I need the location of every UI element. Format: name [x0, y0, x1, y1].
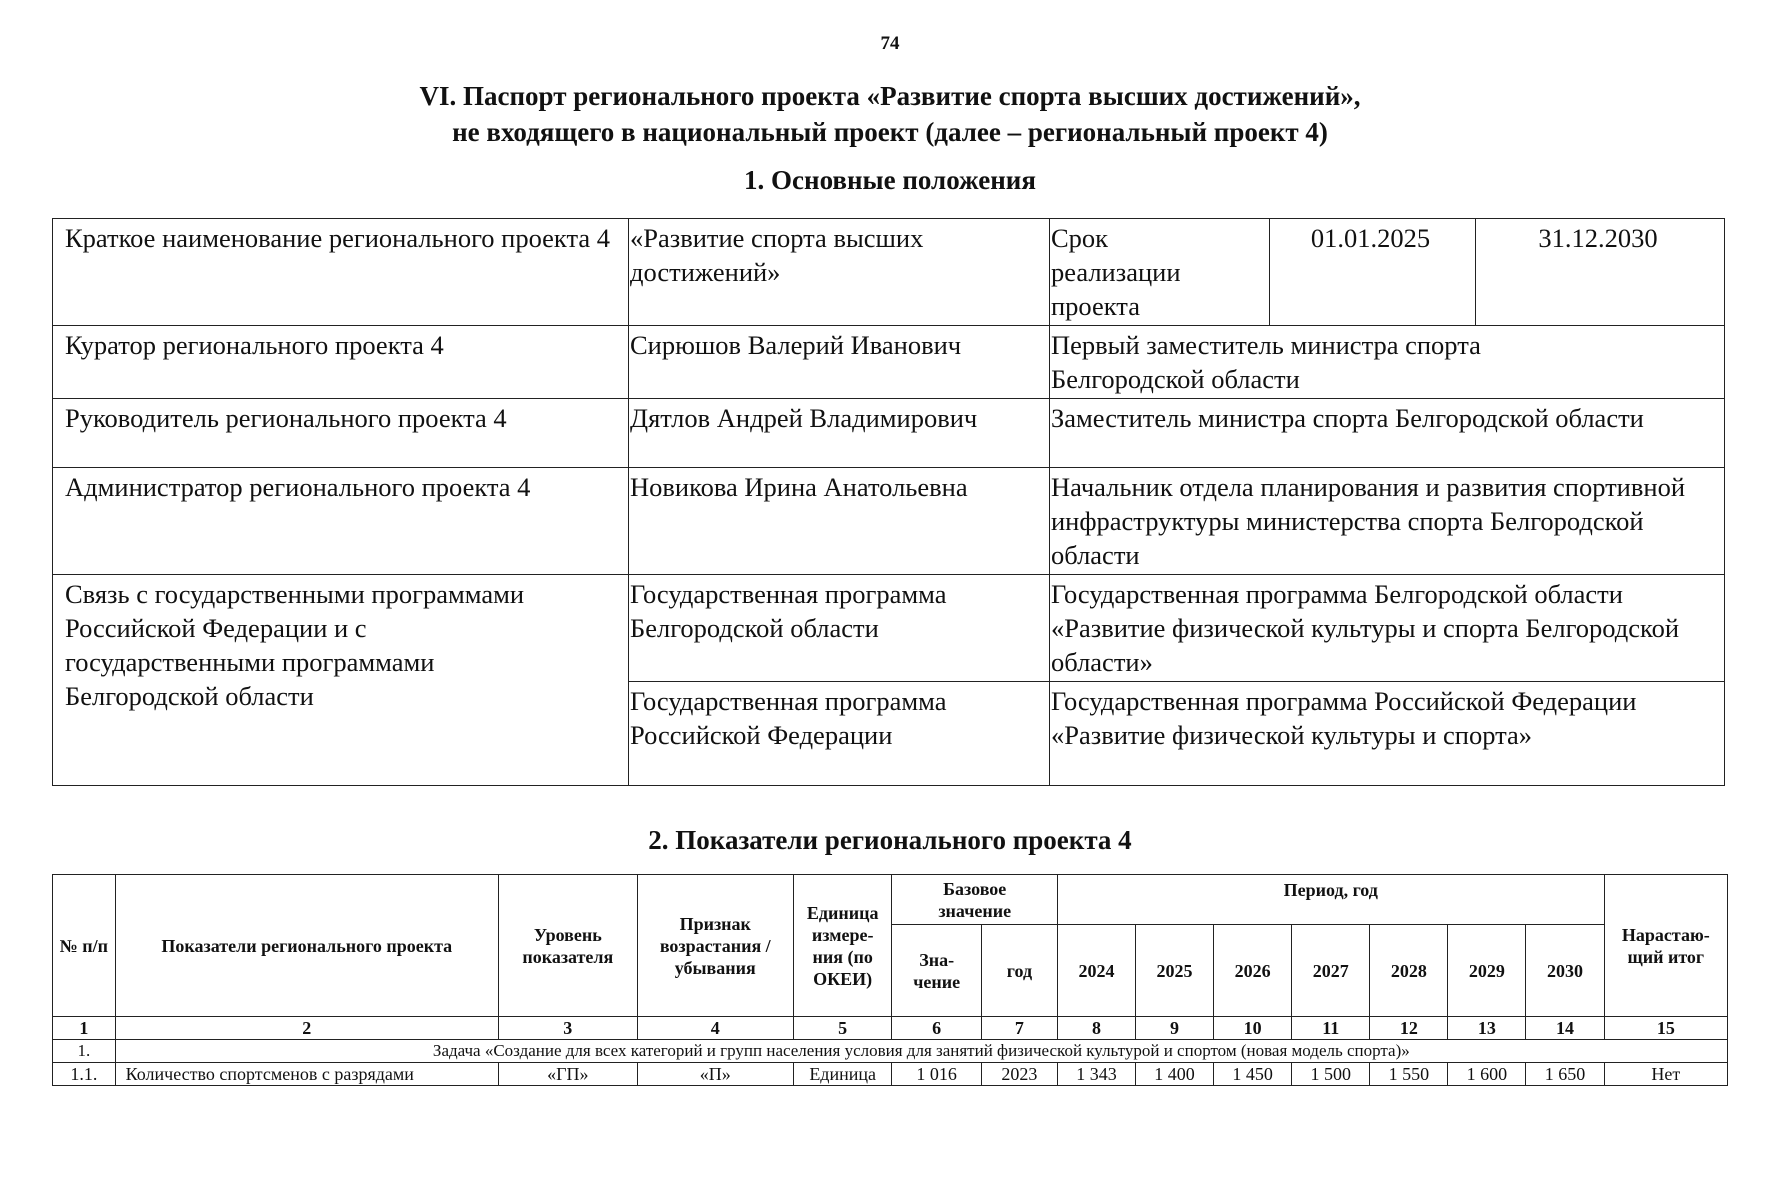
document-title: [0, 78, 1780, 150]
column-number: 9: [1136, 1017, 1214, 1040]
term-label: Срок реализации проекта: [1050, 219, 1270, 326]
column-number: 12: [1370, 1017, 1448, 1040]
row-value-2025: 1 400: [1136, 1063, 1214, 1086]
column-number: 2: [115, 1017, 498, 1040]
column-number: 8: [1057, 1017, 1135, 1040]
column-numbers-row: [53, 1017, 1728, 1040]
short-name-value: «Развитие спорта высших достижений»: [629, 219, 1050, 326]
table-row: [53, 1063, 1728, 1086]
head-position: Заместитель министра спорта Белгородской области: [1050, 399, 1725, 468]
column-number: 3: [498, 1017, 637, 1040]
link-label: Связь с государственными программами Российской Федерации и с государственными программами Белгородской области: [53, 575, 629, 786]
row-cumulative: Нет: [1604, 1063, 1727, 1086]
section-2-heading: 2. Показатели регионального проекта 4: [648, 825, 1132, 855]
header-base: Базовое значение: [892, 875, 1057, 925]
header-year: 2024: [1057, 925, 1135, 1017]
short-name-label: Краткое наименование регионального проекта 4: [53, 219, 629, 326]
title-line-1: VI. Паспорт регионального проекта «Развитие спорта высших достижений»,: [419, 81, 1361, 111]
short-name-row: [53, 219, 1725, 326]
task-row: [53, 1040, 1728, 1063]
header-level: Уровень показателя: [498, 875, 637, 1017]
header-num: № п/п: [53, 875, 116, 1017]
column-number: 4: [637, 1017, 793, 1040]
column-number: 6: [892, 1017, 981, 1040]
header-year: 2027: [1292, 925, 1370, 1017]
end-date: 31.12.2030: [1476, 219, 1725, 326]
row-value-2024: 1 343: [1057, 1063, 1135, 1086]
header-base-year: год: [981, 925, 1057, 1017]
column-number: 7: [981, 1017, 1057, 1040]
row-base-year: 2023: [981, 1063, 1057, 1086]
row-value-2027: 1 500: [1292, 1063, 1370, 1086]
row-indicator: Количество спортсменов с разрядами: [115, 1063, 498, 1086]
section-1-heading: 1. Основные положения: [744, 165, 1036, 195]
head-label: Руководитель регионального проекта 4: [53, 399, 629, 468]
start-date: 01.01.2025: [1270, 219, 1476, 326]
row-value-2029: 1 600: [1448, 1063, 1526, 1086]
curator-row: [53, 326, 1725, 399]
column-number: 14: [1526, 1017, 1604, 1040]
column-number: 13: [1448, 1017, 1526, 1040]
page-number: 74: [880, 33, 900, 54]
head-row: [53, 399, 1725, 468]
curator-position: Первый заместитель министра спорта Белгородской области: [1050, 326, 1725, 399]
row-base-value: 1 016: [892, 1063, 981, 1086]
header-year: 2030: [1526, 925, 1604, 1017]
row-value-2028: 1 550: [1370, 1063, 1448, 1086]
admin-name: Новикова Ирина Анатольевна: [629, 468, 1050, 575]
program-1-name: Государственная программа Белгородской области «Развитие физической культуры и спорта Белгородской области»: [1050, 575, 1725, 682]
title-line-2: не входящего в национальный проект (далее – региональный проект 4): [452, 117, 1328, 147]
header-period: Период, год: [1057, 875, 1604, 925]
header-row-1: [53, 875, 1728, 925]
row-value-2030: 1 650: [1526, 1063, 1604, 1086]
header-year: 2028: [1370, 925, 1448, 1017]
program-1-type: Государственная программа Белгородской области: [629, 575, 1050, 682]
column-number: 10: [1214, 1017, 1292, 1040]
task-num: 1.: [53, 1040, 116, 1063]
program-2-name: Государственная программа Российской Федерации «Развитие физической культуры и спорта»: [1050, 682, 1725, 786]
column-number: 11: [1292, 1017, 1370, 1040]
row-value-2026: 1 450: [1214, 1063, 1292, 1086]
row-sign: «П»: [637, 1063, 793, 1086]
header-cumulative: Нарастаю-щий итог: [1604, 875, 1727, 1017]
head-name: Дятлов Андрей Владимирович: [629, 399, 1050, 468]
admin-position: Начальник отдела планирования и развития спортивной инфраструктуры министерства спорта Белгородской области: [1050, 468, 1725, 575]
row-num: 1.1.: [53, 1063, 116, 1086]
task-text: Задача «Создание для всех категорий и групп населения условия для занятий физической культурой и спортом (новая модель спорта)»: [115, 1040, 1727, 1063]
program-2-type: Государственная программа Российской Федерации: [629, 682, 1050, 786]
column-number: 5: [793, 1017, 892, 1040]
link-row-1: [53, 575, 1725, 682]
header-indicator: Показатели регионального проекта: [115, 875, 498, 1017]
column-number: 1: [53, 1017, 116, 1040]
admin-label: Администратор регионального проекта 4: [53, 468, 629, 575]
header-year: 2029: [1448, 925, 1526, 1017]
indicators-table: [52, 874, 1728, 1086]
row-unit: Единица: [793, 1063, 892, 1086]
curator-name: Сирюшов Валерий Иванович: [629, 326, 1050, 399]
header-year: 2025: [1136, 925, 1214, 1017]
column-number: 15: [1604, 1017, 1727, 1040]
admin-row: [53, 468, 1725, 575]
header-sign: Признак возрастания / убывания: [637, 875, 793, 1017]
basic-provisions-table: [52, 218, 1725, 786]
header-base-value: Зна-чение: [892, 925, 981, 1017]
header-unit: Единица измере-ния (по ОКЕИ): [793, 875, 892, 1017]
curator-label: Куратор регионального проекта 4: [53, 326, 629, 399]
row-level: «ГП»: [498, 1063, 637, 1086]
header-year: 2026: [1214, 925, 1292, 1017]
